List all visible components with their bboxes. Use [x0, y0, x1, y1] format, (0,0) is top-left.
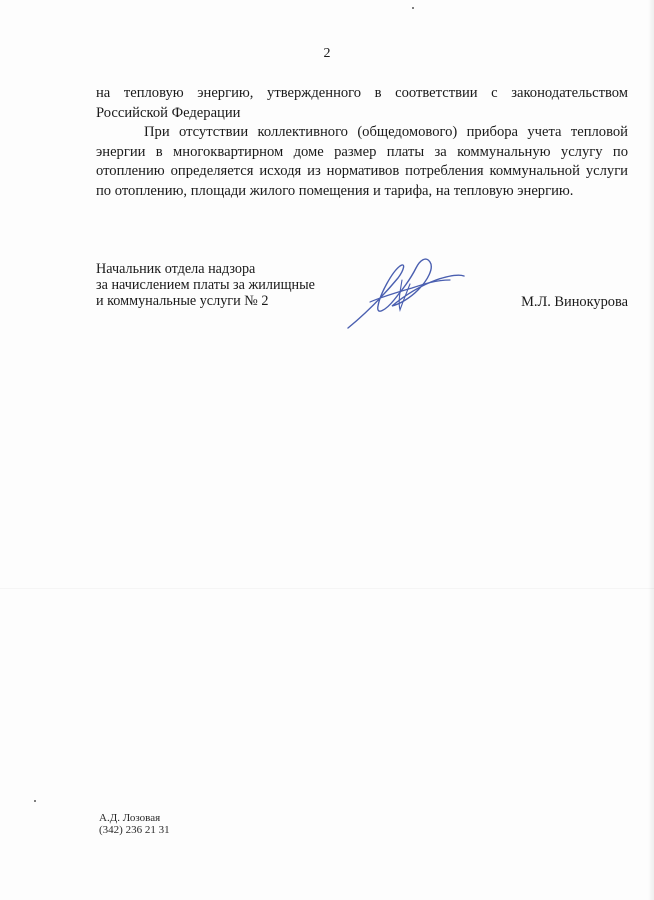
body-text — [96, 84, 628, 202]
paragraph-heating: При отсутствии коллективного (общедомового) прибора учета тепловой энергии в многоквартирном доме размер платы за коммунальную услугу по отоплению определяется исходя из нормативов потребления коммунальной услуги по отоплению, площади жилого помещения и тарифа, на тепловую энергию. — [96, 124, 628, 199]
page-edge-shadow — [648, 0, 654, 900]
signatory-title-line: и коммунальные услуги № 2 — [96, 292, 269, 309]
signatory-name: М.Л. Винокурова — [521, 294, 628, 310]
paper-speck — [412, 7, 414, 9]
signatory-title — [96, 262, 356, 309]
executor-name: А.Д. Лозовая — [99, 812, 161, 824]
page-number: 2 — [323, 46, 331, 61]
signatory-title-line: Начальник отдела надзора — [96, 261, 256, 277]
executor-phone: (342) 236 21 31 — [99, 824, 170, 837]
paper-speck — [34, 800, 36, 802]
fold-line — [0, 588, 654, 589]
paragraph-continuation: на тепловую энергию, утвержденного в соответствии с законодательством Российской Федерации — [96, 85, 628, 121]
executor-info — [99, 812, 170, 837]
signatory-title-line: за начислением платы за жилищные — [96, 276, 315, 293]
signature-icon — [340, 250, 470, 335]
